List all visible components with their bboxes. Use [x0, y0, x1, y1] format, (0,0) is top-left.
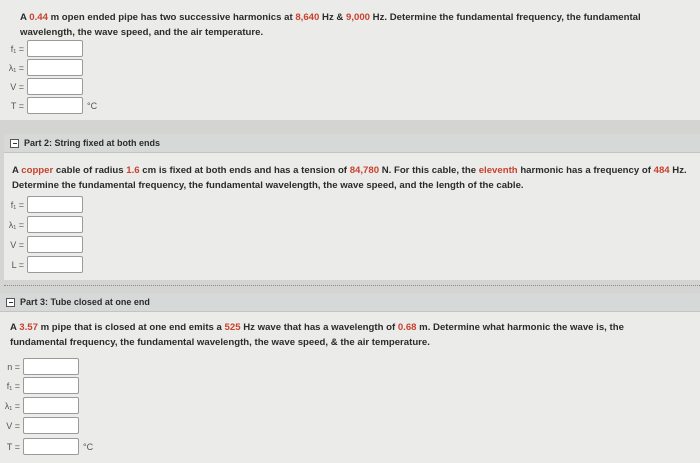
field-label: λ₁ = — [8, 219, 24, 230]
part2-panel — [4, 153, 700, 280]
lambda1-input[interactable] — [23, 397, 79, 414]
part2-row-v — [0, 236, 83, 253]
given-value: 484 — [653, 165, 670, 176]
t-input[interactable] — [23, 438, 79, 455]
given-value: 0.68 — [397, 322, 417, 333]
field-label: T = — [6, 441, 20, 452]
v-input[interactable] — [27, 236, 83, 253]
field-label: f₁ = — [10, 199, 24, 210]
part1-question — [20, 10, 675, 40]
lambda1-input[interactable] — [27, 59, 83, 76]
part3-header[interactable] — [0, 293, 700, 312]
v-input[interactable] — [23, 417, 79, 434]
part2-title: Part 2: String fixed at both ends — [24, 138, 161, 148]
unit-label: °C — [87, 100, 98, 111]
question-text: Hz. Determine the fundamental frequency, the fundamental wavelength, the wave speed, and the air temperature. — [20, 12, 641, 38]
part3-row-lambda1 — [0, 397, 79, 414]
part3-row-n — [0, 358, 79, 375]
part1-panel — [0, 0, 700, 120]
part3-panel — [0, 312, 700, 463]
part2-header[interactable] — [4, 134, 700, 153]
n-input[interactable] — [23, 358, 79, 375]
part1-row-f1 — [0, 40, 83, 57]
f1-input[interactable] — [27, 40, 83, 57]
question-text: A — [10, 322, 20, 333]
separator — [4, 285, 700, 286]
field-label: f₁ = — [10, 43, 24, 54]
field-label: L = — [11, 259, 24, 270]
given-value: 84,780 — [349, 165, 380, 176]
part3-question — [10, 320, 682, 350]
question-text: Hz & — [319, 12, 346, 23]
f1-input[interactable] — [27, 196, 83, 213]
collapse-icon[interactable] — [6, 298, 15, 307]
question-text: A — [12, 165, 22, 176]
lambda1-input[interactable] — [27, 216, 83, 233]
field-label: λ₁ = — [4, 400, 20, 411]
field-label: n = — [7, 361, 20, 372]
part2-row-lambda1 — [0, 216, 83, 233]
part1-row-v — [0, 78, 83, 95]
question-text: Hz. Determine the fundamental frequency, the fundamental wavelength, the wave speed, and the length of the cable. — [12, 165, 687, 191]
field-label: V = — [6, 420, 20, 431]
part2-question — [12, 163, 690, 193]
part2-row-f1 — [0, 196, 83, 213]
part3-row-f1 — [0, 377, 79, 394]
question-text: harmonic has a frequency of — [517, 165, 654, 176]
part3-row-v — [0, 417, 79, 434]
part3-row-t — [0, 438, 93, 455]
given-value: 9,000 — [346, 12, 371, 23]
question-text: A — [20, 12, 30, 23]
question-text: N. For this cable, the — [379, 165, 479, 176]
field-label: V = — [10, 239, 24, 250]
given-value: 0.44 — [29, 12, 48, 23]
question-text: m open ended pipe has two successive harmonics at — [47, 12, 296, 23]
question-text: m pipe that is closed at one end emits a — [37, 322, 225, 333]
given-value: 3.57 — [19, 322, 38, 333]
given-value: eleventh — [478, 165, 518, 176]
part3-title: Part 3: Tube closed at one end — [20, 297, 150, 307]
question-text: m. Determine what harmonic the wave is, the fundamental frequency, the fundamental wavelength, the wave speed, & the air temperature. — [10, 322, 624, 348]
t-input[interactable] — [27, 97, 83, 114]
part1-row-lambda1 — [0, 59, 83, 76]
field-label: V = — [10, 81, 24, 92]
question-text: cable of radius — [53, 165, 127, 176]
collapse-icon[interactable] — [10, 139, 19, 148]
field-label: λ₁ = — [8, 62, 24, 73]
given-value: 1.6 — [126, 165, 140, 176]
l-input[interactable] — [27, 256, 83, 273]
question-text: Hz wave that has a wavelength of — [240, 322, 398, 333]
given-value: copper — [21, 165, 54, 176]
question-text: cm is fixed at both ends and has a tension of — [139, 165, 350, 176]
f1-input[interactable] — [23, 377, 79, 394]
field-label: f₁ = — [6, 380, 20, 391]
part2-row-l — [0, 256, 83, 273]
part1-row-t — [0, 97, 97, 114]
given-value: 525 — [224, 322, 241, 333]
field-label: T = — [10, 100, 24, 111]
unit-label: °C — [83, 441, 94, 452]
v-input[interactable] — [27, 78, 83, 95]
given-value: 8,640 — [295, 12, 320, 23]
